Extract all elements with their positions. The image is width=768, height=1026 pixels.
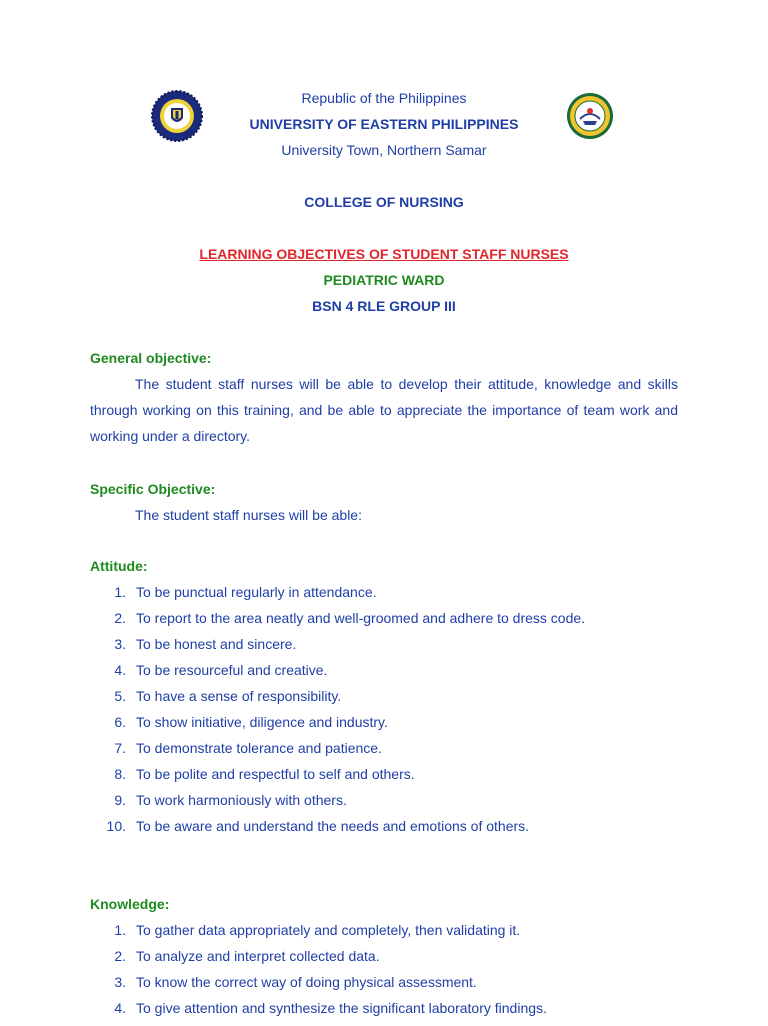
list-number: 4. [114, 662, 126, 678]
list-text: To have a sense of responsibility. [136, 688, 342, 704]
list-item [0, 792, 768, 818]
republic-line: Republic of the Philippines [301, 90, 467, 106]
university-name: UNIVERSITY OF EASTERN PHILIPPINES [249, 116, 519, 132]
list-item [0, 636, 768, 662]
attitude-heading: Attitude: [90, 558, 148, 574]
group-name: BSN 4 RLE GROUP III [312, 298, 456, 314]
list-item [0, 714, 768, 740]
list-text: To know the correct way of doing physical assessment. [136, 974, 477, 990]
list-item [0, 818, 768, 844]
specific-objective-paragraph [90, 502, 678, 528]
list-number: 6. [114, 714, 126, 730]
list-text: To work harmoniously with others. [136, 792, 347, 808]
general-objective-paragraph [90, 371, 678, 449]
university-address: University Town, Northern Samar [281, 142, 487, 158]
list-item [0, 740, 768, 766]
list-text: To be aware and understand the needs and emotions of others. [136, 818, 530, 834]
list-text: To be honest and sincere. [136, 636, 297, 652]
list-text: To be punctual regularly in attendance. [136, 584, 377, 600]
list-item [0, 688, 768, 714]
list-text: To be resourceful and creative. [136, 662, 328, 678]
college-name: COLLEGE OF NURSING [304, 194, 464, 210]
list-text: To be polite and respectful to self and others. [136, 766, 415, 782]
list-item [0, 1000, 768, 1026]
list-text: To give attention and synthesize the significant laboratory findings. [136, 1000, 547, 1016]
ward-name: PEDIATRIC WARD [323, 272, 445, 288]
list-number: 1. [114, 584, 126, 600]
specific-objective-heading: Specific Objective: [90, 481, 216, 497]
attitude-list [0, 584, 768, 844]
list-number: 1. [114, 922, 126, 938]
list-number: 2. [114, 610, 126, 626]
list-number: 8. [114, 766, 126, 782]
list-item [0, 948, 768, 974]
list-text: To demonstrate tolerance and patience. [136, 740, 382, 756]
list-item [0, 662, 768, 688]
list-text: To report to the area neatly and well-groomed and adhere to dress code. [136, 610, 586, 626]
list-item [0, 974, 768, 1000]
list-item [0, 766, 768, 792]
list-number: 2. [114, 948, 126, 964]
list-text: To analyze and interpret collected data. [136, 948, 380, 964]
list-item [0, 922, 768, 948]
list-number: 3. [114, 636, 126, 652]
list-number: 5. [114, 688, 126, 704]
list-number: 7. [114, 740, 126, 756]
list-item [0, 610, 768, 636]
knowledge-heading: Knowledge: [90, 896, 170, 912]
knowledge-list [0, 922, 768, 1026]
list-number: 10. [106, 818, 126, 834]
document-title: LEARNING OBJECTIVES OF STUDENT STAFF NURSES [199, 246, 569, 262]
list-text: To gather data appropriately and completely, then validating it. [136, 922, 521, 938]
list-number: 4. [114, 1000, 126, 1016]
list-number: 9. [114, 792, 126, 808]
list-number: 3. [114, 974, 126, 990]
specific-objective-text: The student staff nurses will be able: [135, 507, 362, 523]
list-item [0, 584, 768, 610]
general-objective-heading: General objective: [90, 350, 212, 366]
general-objective-text: The student staff nurses will be able to develop their attitude, knowledge and skills through working on this training, and be able to appreciate the importance of team work and working under a directory. [90, 376, 678, 444]
list-text: To show initiative, diligence and industry. [136, 714, 388, 730]
